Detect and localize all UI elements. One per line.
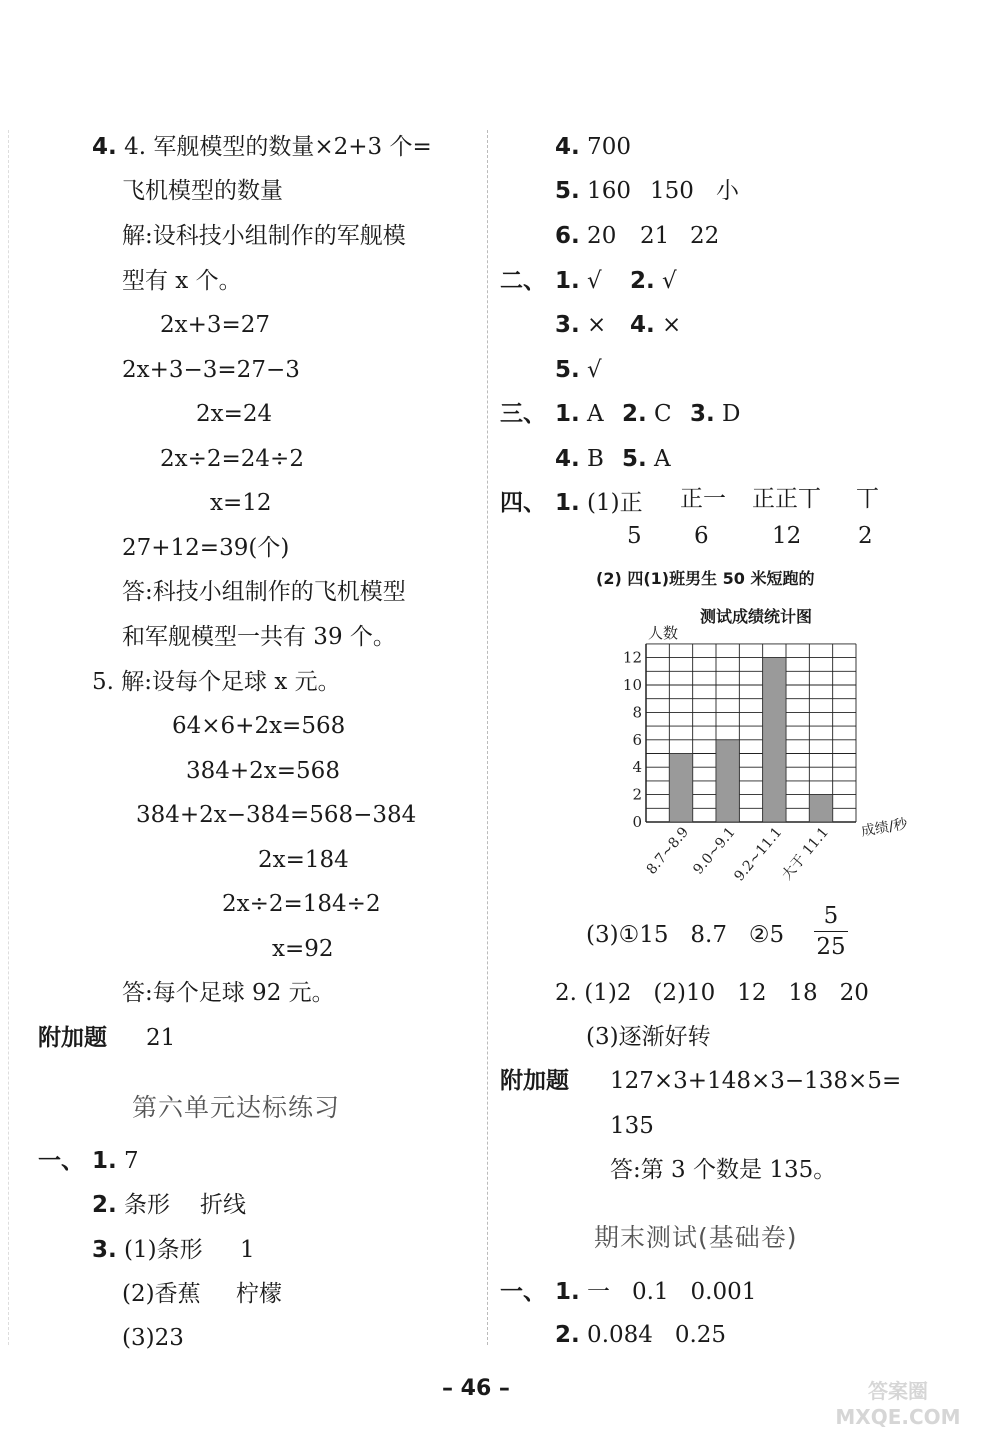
part-label: 一、: [38, 1148, 84, 1174]
extra-question-line: 135: [610, 1113, 654, 1139]
tally-count: 12: [772, 523, 802, 549]
fraction-denominator: 25: [816, 934, 846, 960]
q5-line: 5. 解:设每个足球 x 元。: [92, 669, 341, 695]
bar: [809, 795, 832, 822]
answer-item: 22: [690, 223, 720, 249]
y-tick-label: 12: [622, 648, 642, 667]
x-tick-label: 9.0~9.1: [690, 824, 739, 878]
x-tick-label: 9.2~11.1: [731, 824, 786, 885]
answer-line: (3)23: [122, 1325, 184, 1351]
y-tick-label: 8: [632, 703, 642, 722]
answer-line: 4. B: [555, 446, 604, 472]
part-label: 二、: [500, 268, 546, 294]
x-axis-label: 成绩/秒: [859, 816, 909, 840]
equation-line: 2x÷2=24÷2: [160, 446, 304, 472]
watermark: [808, 1378, 988, 1430]
q4-line-3: 解:设科技小组制作的军舰模: [122, 223, 406, 249]
answer-line: 和军舰模型一共有 39 个。: [122, 624, 396, 650]
x-tick-label: 大于 11.1: [778, 824, 833, 884]
y-tick-label: 0: [632, 813, 642, 831]
answer-line: 1. 一 0.1 0.001: [555, 1279, 757, 1305]
chart-title: 测试成绩统计图: [700, 607, 813, 626]
answer-line: 6. 20: [555, 223, 617, 249]
q3-line: (3)①15 8.7 ②5: [586, 922, 785, 948]
equation-line: 64×6+2x=568: [172, 713, 346, 739]
fraction: [814, 904, 848, 959]
watermark-text: 答案圈 MXQE.COM: [835, 1379, 961, 1429]
answer-line: 答:每个足球 92 元。: [122, 980, 335, 1006]
tally-count: 6: [694, 523, 709, 549]
column-divider: [487, 130, 488, 1345]
answer-line: 4. ×: [630, 312, 682, 338]
y-tick-label: 6: [632, 730, 642, 749]
answer-line: 1. A: [555, 401, 604, 427]
answer-item: 21: [640, 223, 670, 249]
x-tick-label: 8.7~8.9: [643, 824, 693, 878]
part-label: 一、: [500, 1279, 546, 1305]
extra-question-label: 附加题: [500, 1068, 569, 1094]
answer-item: 1: [240, 1237, 255, 1263]
answer-line: 2. 条形: [92, 1192, 171, 1218]
answer-line: 4. 700: [555, 134, 631, 160]
equation-line: 2x÷2=184÷2: [222, 891, 381, 917]
answer-item: 折线: [200, 1192, 246, 1218]
part-label: 三、: [500, 401, 546, 427]
equation-line: 2x+3=27: [160, 312, 271, 338]
answer-line: 2. √: [630, 268, 677, 294]
answer-line: 5. A: [622, 446, 671, 472]
y-tick-label: 4: [632, 758, 642, 777]
answer-item: 柠檬: [236, 1281, 282, 1307]
equation-line: 384+2x−384=568−384: [136, 802, 417, 828]
q4-line-1: 4. 4. 军舰模型的数量×2+3 个=: [92, 134, 432, 160]
part-label: 四、: [500, 490, 546, 516]
answer-line: 1. 7: [92, 1148, 139, 1174]
answer-line: 3. (1)条形: [92, 1237, 203, 1263]
section-title: 期末测试(基础卷): [594, 1223, 798, 1252]
answer-line: 2. (1)2 (2)10 12 18 20: [555, 980, 869, 1006]
equation-line: x=12: [210, 490, 272, 516]
answer-line: 答:科技小组制作的飞机模型: [122, 579, 406, 605]
tally-mark: 丅: [856, 486, 879, 512]
q4-line-2: 飞机模型的数量: [122, 178, 283, 204]
answer-line: 1. √: [555, 268, 602, 294]
section-title: 第六单元达标练习: [132, 1093, 341, 1122]
answer-line: (3)逐渐好转: [586, 1024, 711, 1050]
bar: [763, 658, 786, 822]
answer-line: 2. C: [622, 401, 672, 427]
answer-line: 5. 160: [555, 178, 631, 204]
bar: [716, 740, 739, 822]
equation-line: 2x=184: [258, 847, 349, 873]
fraction-bar: [814, 931, 848, 932]
answer-line: 2. 0.084 0.25: [555, 1322, 727, 1348]
equation-line: 2x+3−3=27−3: [122, 357, 300, 383]
equation-line: 27+12=39(个): [122, 535, 290, 561]
answer-line: 3. D: [690, 401, 741, 427]
equation-line: 384+2x=568: [186, 758, 340, 784]
extra-question-label: 附加题: [38, 1025, 107, 1051]
answer-line: 5. √: [555, 357, 602, 383]
tally-mark: 正一: [680, 486, 726, 512]
extra-question-line: 127×3+148×3−138×5=: [610, 1068, 902, 1094]
q4-text: 4. 军舰模型的数量×2+3 个=: [124, 134, 432, 160]
tally-count: 5: [627, 523, 642, 549]
y-tick-label: 10: [622, 676, 642, 694]
extra-question-answer: 21: [146, 1025, 176, 1051]
equation-line: x=92: [272, 936, 334, 962]
chart-caption: (2) 四(1)班男生 50 米短跑的: [596, 569, 815, 588]
tally-count: 2: [858, 523, 873, 549]
page-number: – 46 –: [442, 1376, 510, 1401]
answer-item: 150: [650, 178, 694, 204]
y-tick-label: 2: [632, 785, 642, 804]
answer-item: 小: [716, 178, 739, 204]
left-margin-line: [8, 130, 9, 1345]
fraction-numerator: 5: [823, 903, 839, 929]
equation-line: 2x=24: [196, 401, 273, 427]
q4-line-4: 型有 x 个。: [122, 268, 242, 294]
answer-line: 3. ×: [555, 312, 607, 338]
bar: [669, 754, 692, 823]
tally-line: 1. (1)正: [555, 490, 643, 516]
y-axis-label: 人数: [648, 623, 679, 642]
bar-chart: [612, 623, 912, 896]
tally-mark: 正正丅: [752, 486, 821, 512]
answer-line: 答:第 3 个数是 135。: [610, 1157, 837, 1183]
answer-line: (2)香蕉: [122, 1281, 201, 1307]
